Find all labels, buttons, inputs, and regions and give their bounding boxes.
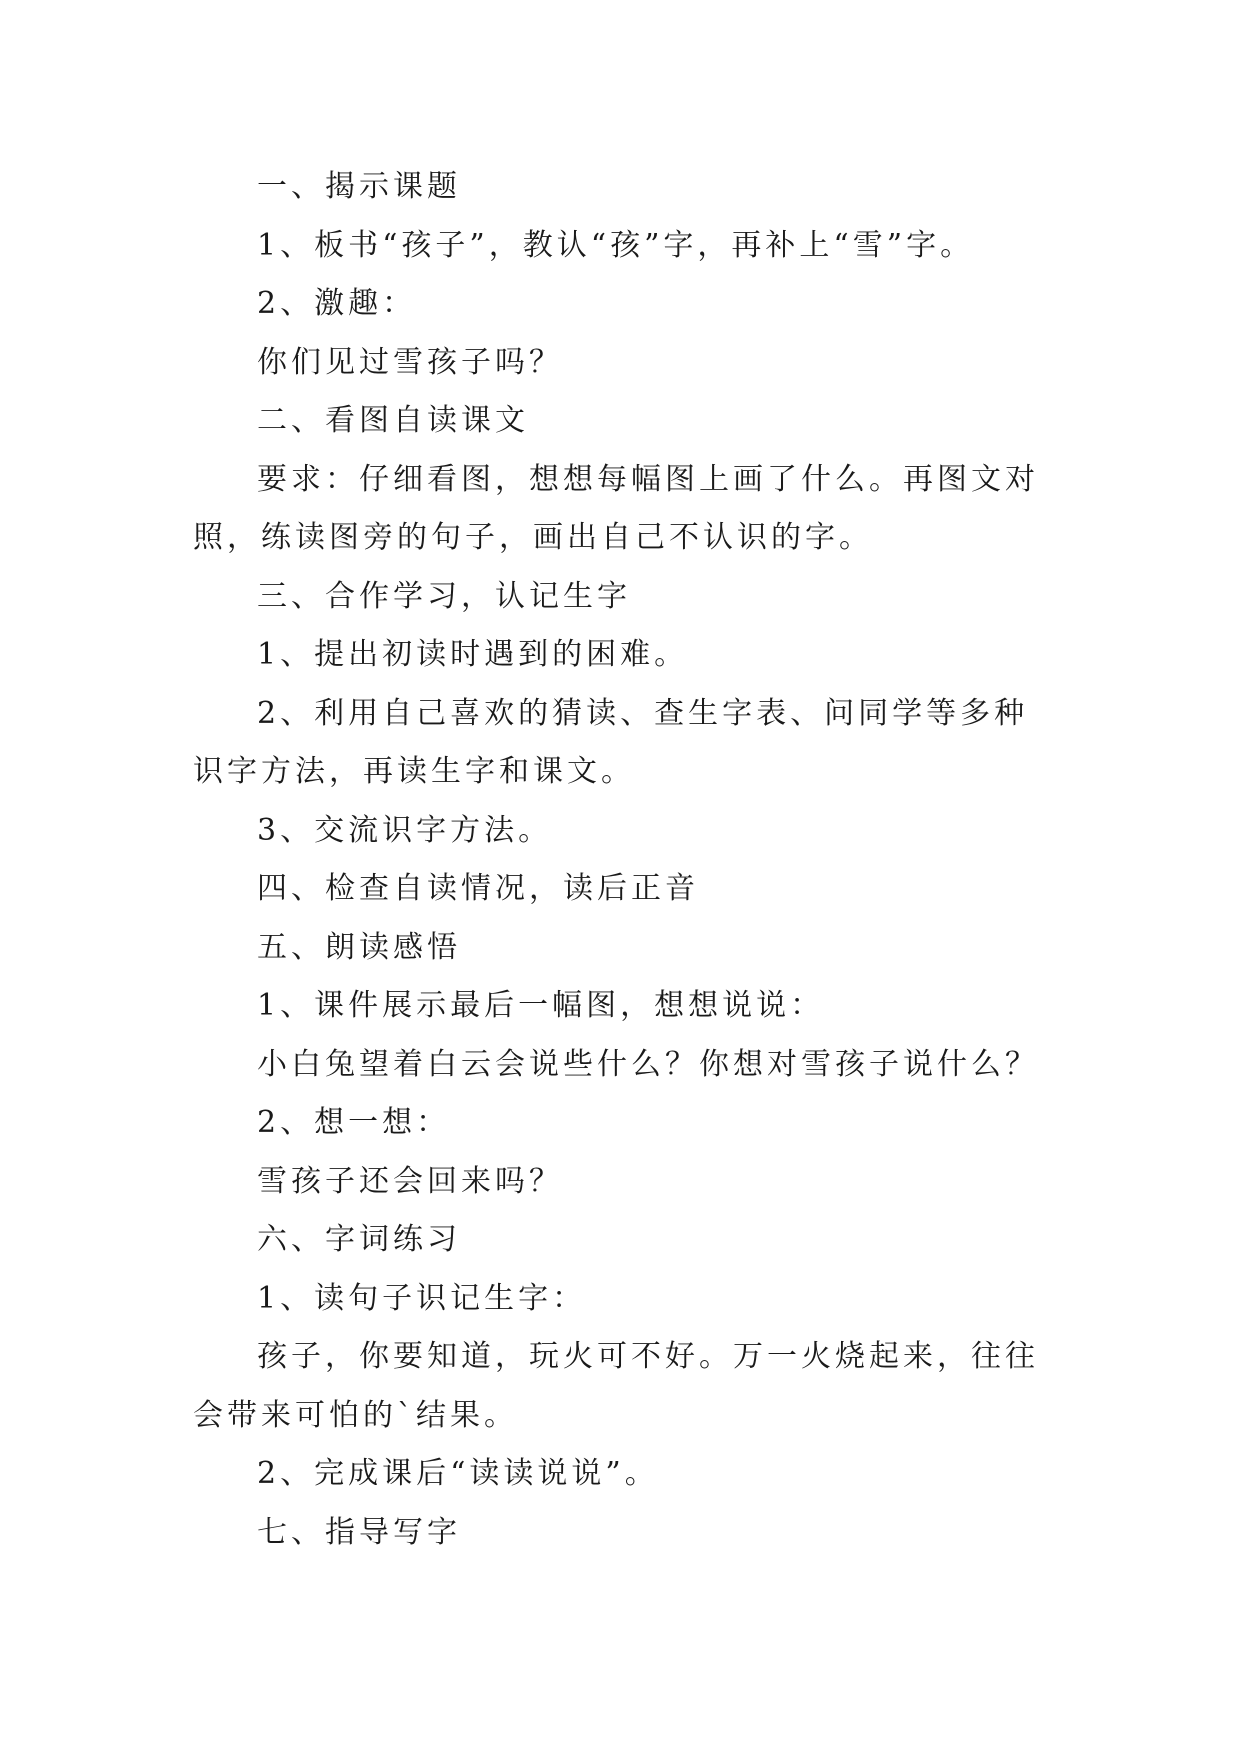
paragraph: 2、想一想： <box>257 1105 451 1140</box>
paragraph: 雪孩子还会回来吗？ <box>257 1163 563 1199</box>
paragraph: 1、板书“孩子”，教认“孩”字，再补上“雪”字。 <box>257 227 975 263</box>
heading-2: 二、看图自读课文 <box>257 403 529 438</box>
paragraph: 1、课件展示最后一幅图，想想说说： <box>257 988 825 1023</box>
paragraph: 1、提出初读时遇到的困难。 <box>257 637 689 672</box>
paragraph: 2、完成课后“读读说说”。 <box>257 1456 659 1491</box>
heading-1: 一、揭示课题 <box>257 169 461 204</box>
heading-3: 三、合作学习，认记生字 <box>257 578 631 614</box>
heading-6: 六、字词练习 <box>257 1222 461 1257</box>
paragraph: 2、利用自己喜欢的猜读、查生字表、问同学等多种识字方法，再读生字和课文。 <box>193 695 1029 789</box>
paragraph: 2、激趣： <box>257 286 417 321</box>
paragraph: 小白兔望着白云会说些什么？你想对雪孩子说什么？ <box>257 1046 1039 1082</box>
paragraph: 孩子，你要知道，玩火可不好。万一火烧起来，往往会带来可怕的`结果。 <box>193 1339 1039 1433</box>
heading-4: 四、检查自读情况，读后正音 <box>257 871 699 906</box>
paragraph: 你们见过雪孩子吗？ <box>257 344 563 380</box>
paragraph: 要求：仔细看图，想想每幅图上画了什么。再图文对照，练读图旁的句子，画出自己不认识的字。 <box>193 461 1039 555</box>
paragraph: 1、读句子识记生字： <box>257 1280 587 1316</box>
paragraph: 3、交流识字方法。 <box>257 812 553 848</box>
heading-7: 七、指导写字 <box>257 1514 461 1550</box>
heading-5: 五、朗读感悟 <box>257 929 461 965</box>
document-body <box>193 158 1053 1562</box>
